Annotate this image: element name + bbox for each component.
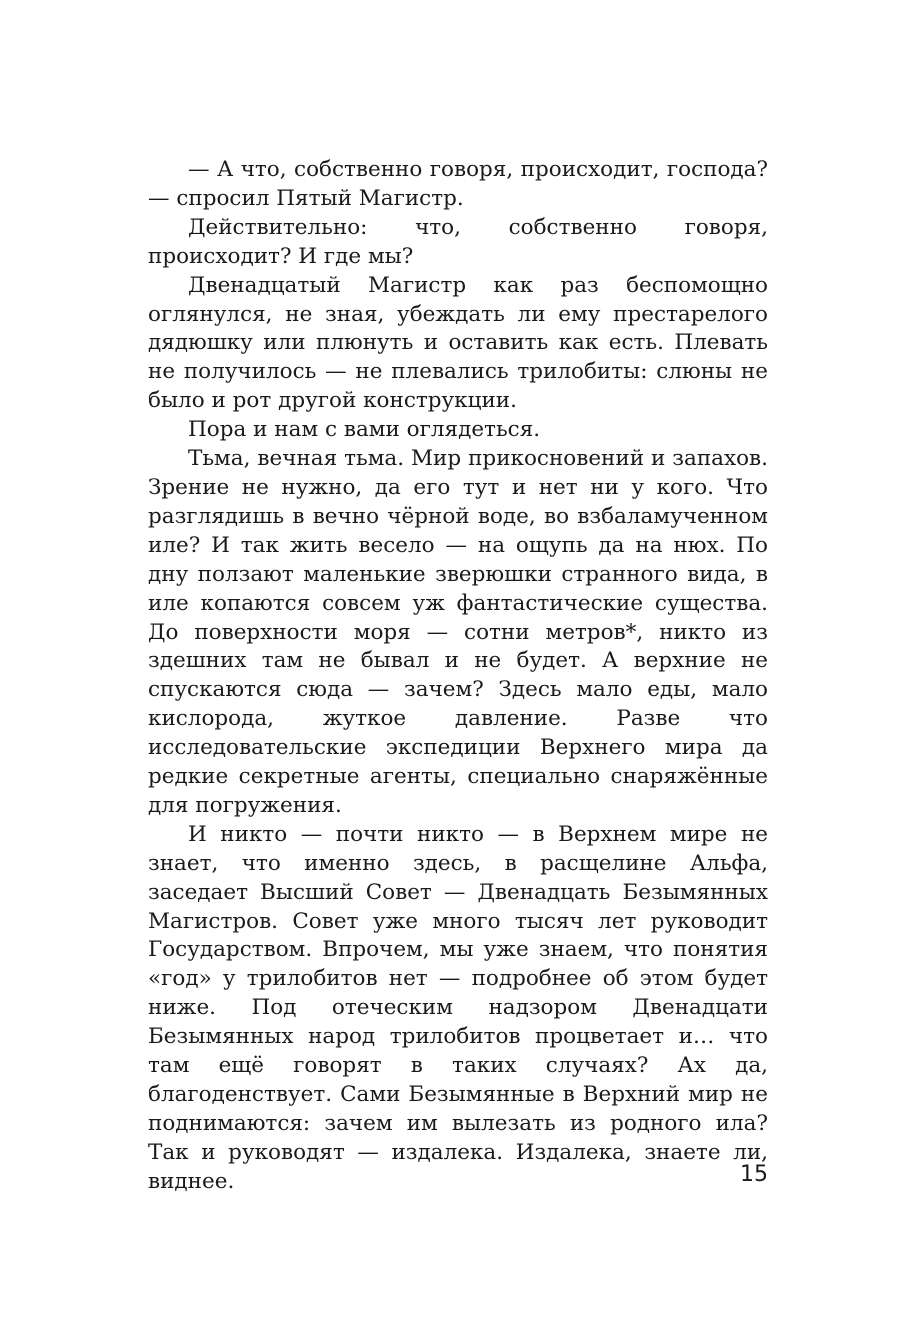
page-number: 15 xyxy=(740,1162,768,1187)
paragraph: — А что, собственно говоря, происходит, господа? — спросил Пятый Магистр. xyxy=(148,157,768,211)
body-text xyxy=(148,156,768,1197)
paragraph: Двенадцатый Магистр как раз беспомощно оглянулся, не зная, убеждать ли ему престарелого дядюшку или плюнуть и оставить как есть. Плевать не получилось — не плевались трилобиты: слюны не было и рот другой конструкции. xyxy=(148,272,768,414)
paragraph: Пора и нам с вами оглядеться. xyxy=(188,417,541,443)
paragraph: И никто — почти никто — в Верхнем мире не знает, что именно здесь, в расщелине Альфа, заседает Высший Совет — Двенадцать Безымянных Магистров. Совет уже много тысяч лет руководит Государством. Впрочем, мы уже знаем, что понятия «год» у трилобитов нет — подробнее об этом будет ниже. Под отеческим надзором Двенадцати Безымянных народ трилобитов процветает и… что там ещё говорят в таких случаях? Ах да, благоденствует. Сами Безымянные в Верхний мир не поднимаются: зачем им вылезать из родного ила? Так и руководят — издалека. Издалека, знаете ли, виднее. xyxy=(148,821,768,1194)
paragraph: Действительно: что, собственно говоря, происходит? И где мы? xyxy=(148,214,768,269)
paragraph: Тьма, вечная тьма. Мир прикосновений и запахов. Зрение не нужно, да его тут и нет ни у кого. Что разглядишь в вечно чёрной воде, во взбаламученном иле? И так жить весело — на ощупь да на нюх. По дну ползают маленькие зверюшки странного вида, в иле копаются совсем уж фантастические существа. До поверхности моря — сотни метров*, никто из здешних там не бывал и не будет. А верхние не спускаются сюда — зачем? Здесь мало еды, мало кислорода, жуткое давление. Разве что исследовательские экспедиции Верхнего мира да редкие секретные агенты, специально снаряжённые для погружения. xyxy=(148,446,768,818)
